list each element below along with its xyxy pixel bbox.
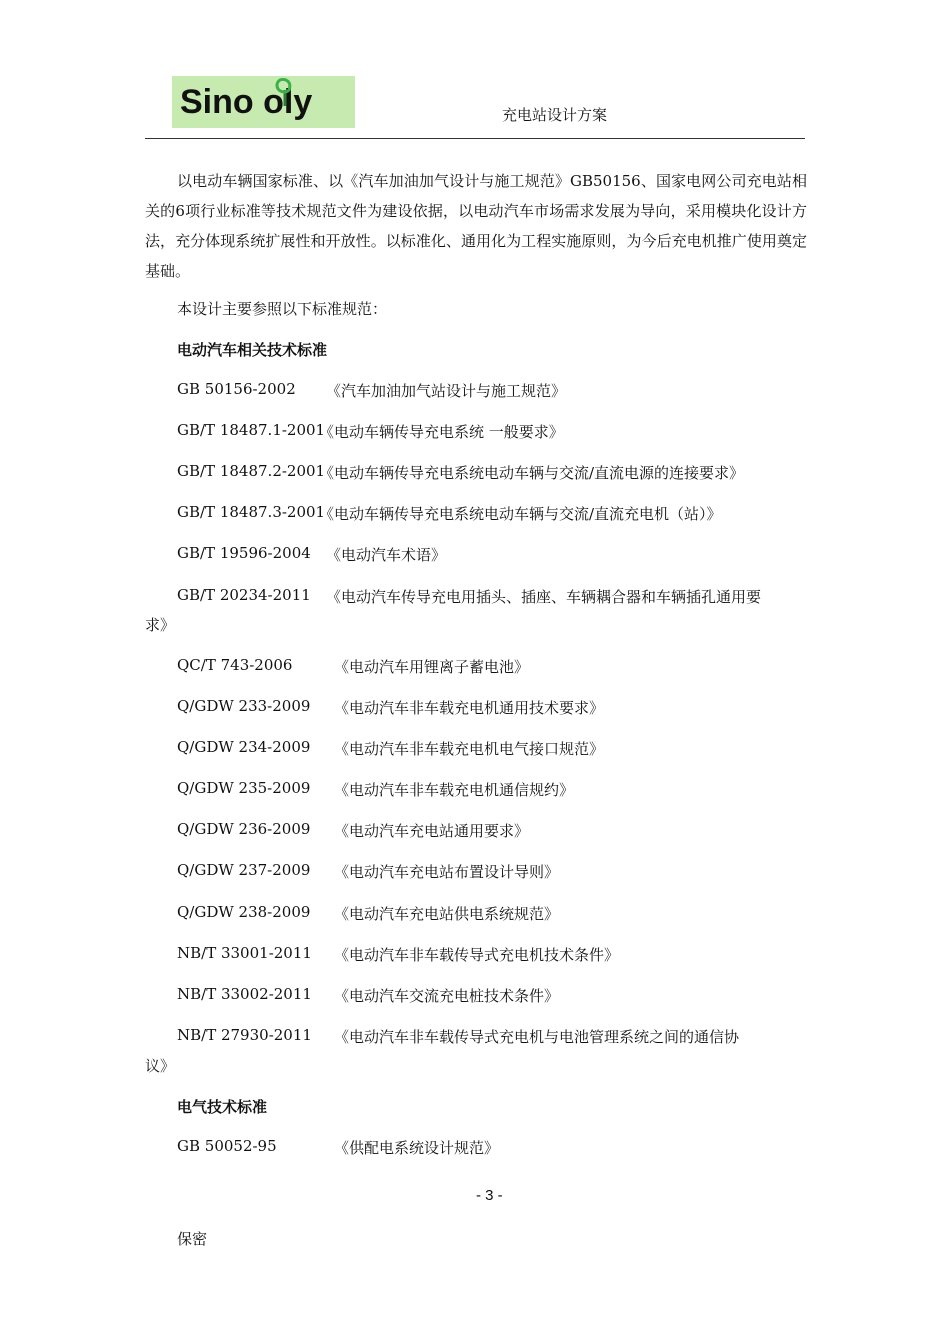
- standard-code: GB 50052-95: [177, 1137, 277, 1155]
- standard-title: 《电动汽车非车载充电机通信规约》: [334, 781, 575, 799]
- section-heading-electrical-standards: 电气技术标准: [177, 1098, 268, 1116]
- intro-paragraph: 以电动车辆国家标准、以《汽车加油加气设计与施工规范》GB50156、国家电网公司充电站相关的6项行业标准等技术规范文件为建设依据，以电动汽车市场需求发展为导向，采用模块化设计方法，充分体现系统扩展性和开放性。以标准化、通用化为工程实施原则，为今后充电机推广使用奠定基础。: [145, 172, 807, 280]
- standard-code: Q/GDW 237-2009: [177, 861, 311, 879]
- standard-code: GB 50156-2002: [177, 380, 296, 398]
- standard-code: GB/T 18487.1-2001: [177, 421, 326, 439]
- standard-title: 《电动车辆传导充电系统 一般要求》: [319, 423, 564, 441]
- logo-text: Sino oly: [180, 83, 313, 121]
- standard-title: 《电动汽车术语》: [326, 546, 447, 564]
- intro-lead: 本设计主要参照以下标准规范：: [177, 300, 388, 318]
- company-logo: [172, 76, 355, 128]
- standard-title: 《电动汽车充电站供电系统规范》: [334, 905, 560, 923]
- standard-title: 《汽车加油加气站设计与施工规范》: [326, 382, 567, 400]
- standard-code: Q/GDW 238-2009: [177, 903, 311, 921]
- standard-code: NB/T 27930-2011: [177, 1026, 312, 1044]
- section-heading-ev-standards: 电动汽车相关技术标准: [177, 341, 328, 359]
- document-title: 充电站设计方案: [502, 106, 608, 124]
- standard-code: GB/T 18487.2-2001: [177, 462, 326, 480]
- standard-title: 《电动车辆传导充电系统电动车辆与交流/直流充电机（站）》: [319, 505, 722, 523]
- standard-title: 《电动汽车非车载传导式充电机技术条件》: [334, 946, 620, 964]
- standard-title: 《电动汽车非车载传导式充电机与电池管理系统之间的通信协: [334, 1028, 740, 1046]
- standard-code: Q/GDW 236-2009: [177, 820, 311, 838]
- standard-code: NB/T 33001-2011: [177, 944, 312, 962]
- standard-title: 《电动汽车传导充电用插头、插座、车辆耦合器和车辆插孔通用要: [326, 588, 762, 606]
- confidential-label: 保密: [177, 1230, 208, 1248]
- standard-title: 《电动汽车充电站布置设计导则》: [334, 863, 560, 881]
- standard-code: NB/T 33002-2011: [177, 985, 312, 1003]
- standard-title-continued: 议》: [145, 1057, 176, 1075]
- standard-code: GB/T 18487.3-2001: [177, 503, 326, 521]
- standard-code: Q/GDW 234-2009: [177, 738, 311, 756]
- standard-title: 《电动汽车用锂离子蓄电池》: [334, 658, 530, 676]
- standard-code: QC/T 743-2006: [177, 656, 293, 674]
- header-divider: [145, 138, 805, 139]
- page-number: - 3 -: [476, 1187, 503, 1204]
- standard-title: 《供配电系统设计规范》: [334, 1139, 500, 1157]
- standard-title-continued: 求》: [145, 616, 176, 634]
- standard-title: 《电动汽车非车载充电机通用技术要求》: [334, 699, 605, 717]
- standard-code: Q/GDW 235-2009: [177, 779, 311, 797]
- standard-title: 《电动车辆传导充电系统电动车辆与交流/直流电源的连接要求》: [319, 464, 745, 482]
- standard-title: 《电动汽车交流充电桩技术条件》: [334, 987, 560, 1005]
- standard-title: 《电动汽车充电站通用要求》: [334, 822, 530, 840]
- standard-code: Q/GDW 233-2009: [177, 697, 311, 715]
- standard-code: GB/T 20234-2011: [177, 586, 311, 604]
- standard-title: 《电动汽车非车载充电机电气接口规范》: [334, 740, 605, 758]
- leaf-icon: [272, 78, 298, 108]
- standard-code: GB/T 19596-2004: [177, 544, 311, 562]
